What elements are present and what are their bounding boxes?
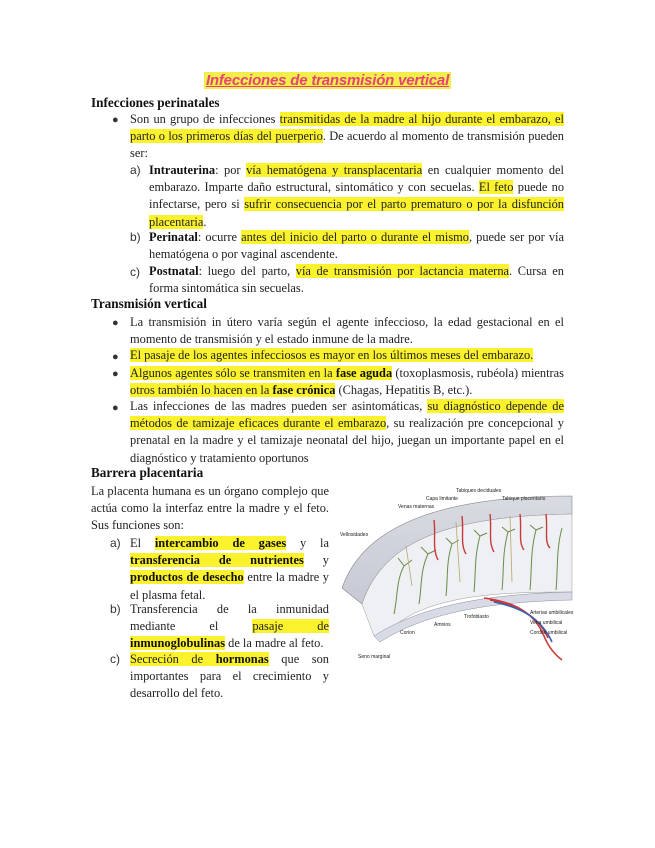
list-marker-c: c): [110, 652, 120, 666]
label-septos: Tabiques deciduales: [456, 488, 502, 494]
label-vena-umbilical: Vena umbilical: [530, 620, 563, 626]
page-title: Infecciones de transmisión vertical: [205, 72, 450, 89]
bullet-dot: ●: [112, 317, 119, 329]
list-marker-b: b): [110, 602, 121, 616]
label-venas-maternas: Venas maternas: [398, 504, 435, 510]
item-intrauterina: Intrauterina: por vía hematógena y transplacentaria en cualquier momento del embarazo. Imparte daño estructural, sintomático y con secuelas. El feto puede no infectarse, pero si sufrir consecuencia por el parto prematuro o por la disfunción placentaria.: [149, 163, 565, 229]
item-postnatal: Postnatal: luego del parto, vía de transmisión por lactancia materna. Cursa en forma sintomática sin secuelas.: [149, 264, 564, 296]
item-inmunidad: Transferencia de la inmunidad mediante el pasaje de inmunoglobulinas de la madre al feto.: [130, 602, 329, 651]
heading-infecciones-perinatales: Infecciones perinatales: [91, 95, 220, 110]
list-marker-a: a): [110, 536, 121, 550]
paragraph-perinatales-definition: Son un grupo de infecciones transmitidas de la madre al hijo durante el embarazo, el parto o los primeros días del puerperio. De acuerdo al momento de transmisión pueden ser:: [130, 112, 564, 161]
paragraph-diagnostico: Las infecciones de las madres pueden ser asintomáticas, su diagnóstico depende de métodos de tamizaje eficaces durante el embarazo, su realización pre concepcional y prenatal en la madre y el tamizaje neonatal del hijo, juegan un importante papel en el diagnóstico y tratamiento oportunos: [130, 399, 564, 465]
paragraph-placenta-intro: La placenta humana es un órgano complejo que actúa como la interfaz entre la madre y el feto. Sus funciones son:: [91, 484, 329, 533]
list-marker-a: a): [130, 163, 141, 177]
label-tabique-placentario: Tabique placentario: [502, 496, 546, 502]
label-vellosidades: Vellosidades: [340, 532, 369, 538]
bullet-dot: ●: [112, 114, 119, 126]
heading-barrera-placentaria: Barrera placentaria: [91, 465, 204, 480]
bullet-dot: ●: [112, 351, 119, 363]
item-perinatal: Perinatal: ocurre antes del inicio del parto o durante el mismo, puede ser por vía hematógena o por vaginal ascendente.: [149, 230, 564, 262]
placenta-diagram: [334, 486, 574, 664]
bullet-dot: ●: [112, 402, 119, 414]
label-amnios: Amnios: [434, 622, 451, 628]
heading-transmision-vertical: Transmisión vertical: [91, 296, 207, 311]
umbilical-cord: [484, 598, 562, 660]
paragraph-fases: Algunos agentes sólo se transmiten en la fase aguda (toxoplasmosis, rubéola) mientras otros también lo hacen en la fase crónica (Chagas, Hepatitis B, etc.).: [130, 366, 565, 398]
item-intercambio: El intercambio de gases y la transferencia de nutrientes y productos de desecho entre la madre y el plasma fetal.: [130, 536, 330, 602]
bullet-dot: ●: [112, 368, 119, 380]
label-seno-marginal: Seno marginal: [358, 654, 391, 660]
label-cordon-umbilical: Cordón umbilical: [530, 630, 568, 636]
label-capa-limitante: Capa limitante: [426, 496, 458, 502]
item-hormonas: Secreción de hormonas que son importantes para el crecimiento y desarrollo del feto.: [130, 652, 329, 701]
list-marker-b: b): [130, 230, 141, 244]
paragraph-transmision-utero: La transmisión in útero varía según el agente infeccioso, la edad gestacional en el momento de transmisión y el estado inmune de la madre.: [130, 315, 564, 347]
list-marker-c: c): [130, 265, 140, 279]
label-trofoblasto: Trofoblasto: [464, 614, 489, 620]
paragraph-pasaje-agentes: El pasaje de los agentes infecciosos es mayor en los últimos meses del embarazo.: [130, 348, 534, 362]
label-corion: Corion: [400, 630, 415, 636]
label-arterias-umbilicales: Arterias umbilicales: [530, 610, 574, 616]
